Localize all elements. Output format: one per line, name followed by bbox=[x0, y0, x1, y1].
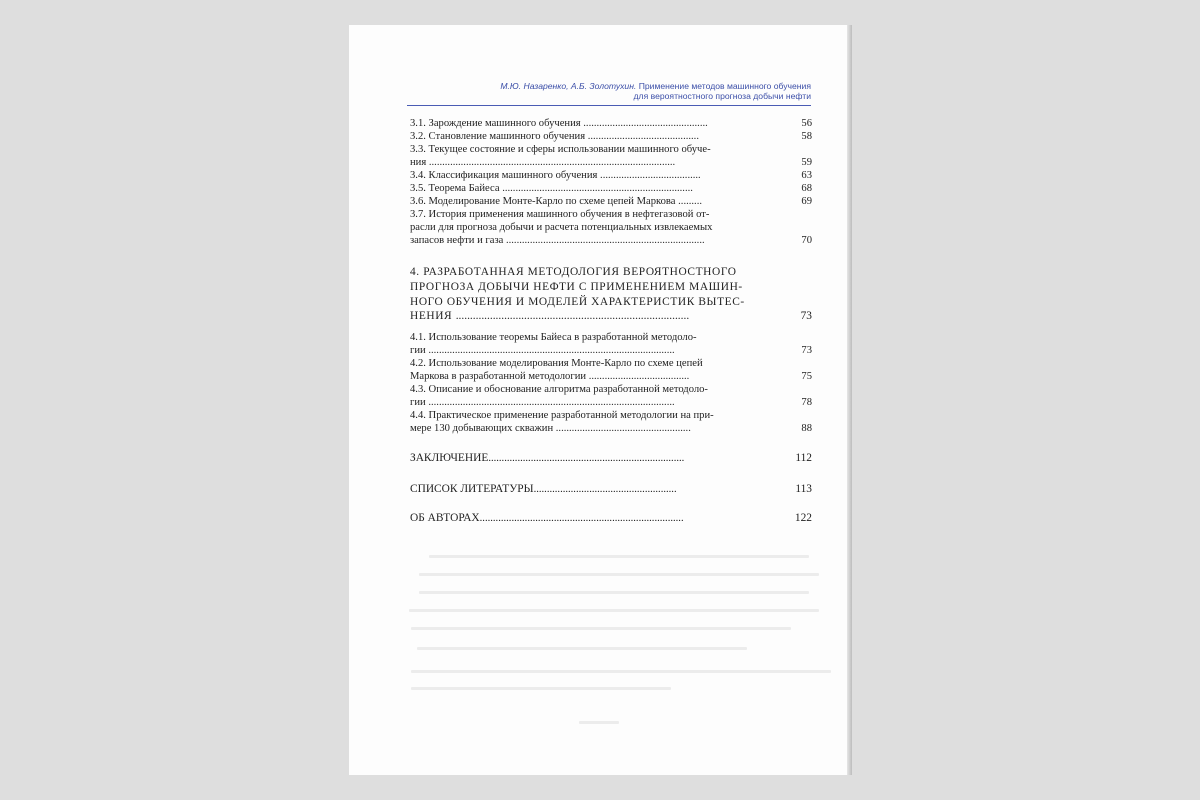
toc-entry-text: запасов нефти и газа bbox=[410, 235, 506, 246]
toc-page-number: 59 bbox=[801, 157, 812, 168]
toc-page-number: 78 bbox=[801, 397, 812, 408]
toc-entry-3-5 bbox=[410, 183, 812, 195]
toc-entry-text: 3.6. Моделирование Монте-Карло по схеме цепей Маркова bbox=[410, 196, 679, 207]
toc-entry-3-2 bbox=[410, 131, 812, 143]
toc-entry-4-3 bbox=[410, 384, 812, 396]
toc-leader: .................................................................................. bbox=[455, 310, 690, 322]
toc-entry-3-7-cont bbox=[410, 222, 812, 234]
toc-entry-text: НЕНИЯ bbox=[410, 310, 456, 322]
toc-page-number: 68 bbox=[801, 183, 812, 194]
toc-entry-text: 3.4. Классификация машинного обучения bbox=[410, 170, 601, 181]
toc-leader: ........................................................................ bbox=[502, 183, 693, 194]
toc-entry-text: СПИСОК ЛИТЕРАТУРЫ bbox=[410, 483, 534, 495]
toc-entry-text: ЗАКЛЮЧЕНИЕ bbox=[410, 452, 489, 464]
header-title-line2: для вероятностного прогноза добычи нефти bbox=[633, 91, 811, 101]
toc-page-number: 56 bbox=[801, 118, 812, 129]
toc-entry-text: 4.2. Использование моделирования Монте-Карло по схеме цепей bbox=[410, 358, 703, 369]
toc-entry-text: 3.3. Текущее состояние и сферы использовании машинного обуче- bbox=[410, 144, 711, 155]
page-edge bbox=[847, 25, 852, 775]
toc-entry-text: 3.7. История применения машинного обучения в нефтегазовой от- bbox=[410, 209, 710, 220]
toc-entry-3-7 bbox=[410, 209, 812, 221]
chapter-4-heading-line4 bbox=[410, 309, 812, 324]
toc-entry-text: 4.3. Описание и обоснование алгоритма разработанной методоло- bbox=[410, 384, 708, 395]
toc-leader: ............................................................................. bbox=[479, 513, 684, 524]
toc-page-number: 73 bbox=[800, 310, 812, 322]
toc-entry-4-1-cont bbox=[410, 345, 812, 357]
toc-leader: ............................................... bbox=[583, 118, 708, 129]
toc-leader: ................................................... bbox=[555, 423, 691, 434]
header-rule bbox=[407, 105, 811, 106]
chapter-4-heading-line2: ПРОГНОЗА ДОБЫЧИ НЕФТИ С ПРИМЕНЕНИЕМ МАШИН- bbox=[410, 281, 743, 293]
toc-page-number: 112 bbox=[795, 452, 812, 464]
toc-entry-references bbox=[410, 483, 812, 496]
toc-page-number: 70 bbox=[801, 235, 812, 246]
toc-entry-text: ния bbox=[410, 157, 429, 168]
header-authors: М.Ю. Назаренко, А.Б. Золотухин. bbox=[500, 81, 637, 91]
toc-entry-3-6 bbox=[410, 196, 812, 208]
toc-entry-text: 3.1. Зарождение машинного обучения bbox=[410, 118, 584, 129]
toc-page-number: 69 bbox=[801, 196, 812, 207]
toc-leader: ...................................... bbox=[588, 371, 690, 382]
toc-leader: ............................................................................................. bbox=[428, 345, 675, 356]
toc-page-number: 75 bbox=[801, 371, 812, 382]
toc-entry-3-3 bbox=[410, 144, 812, 156]
toc-leader: ............................................................................................. bbox=[428, 157, 676, 168]
toc-leader: ...................................................... bbox=[533, 484, 677, 495]
toc-entry-4-1 bbox=[410, 332, 812, 344]
toc-entry-text: 3.2. Становление машинного обучения bbox=[410, 131, 588, 142]
toc-page-number: 58 bbox=[801, 131, 812, 142]
toc-leader: .......................................................................... bbox=[488, 453, 685, 464]
toc-leader: ...................................... bbox=[600, 170, 701, 181]
toc-page-number: 88 bbox=[801, 423, 812, 434]
toc-entry-4-4-cont bbox=[410, 423, 812, 435]
toc-leader: .......................................... bbox=[587, 131, 699, 142]
toc-entry-text: мере 130 добывающих скважин bbox=[410, 423, 556, 434]
book-page bbox=[349, 25, 851, 775]
toc-entry-4-4 bbox=[410, 410, 812, 422]
toc-page-number: 113 bbox=[795, 483, 812, 495]
toc-page-number: 73 bbox=[801, 345, 812, 356]
toc-entry-4-2 bbox=[410, 358, 812, 370]
toc-entry-4-2-cont bbox=[410, 371, 812, 383]
toc-entry-4-3-cont bbox=[410, 397, 812, 409]
chapter-4-heading-line3: НОГО ОБУЧЕНИЯ И МОДЕЛЕЙ ХАРАКТЕРИСТИК ВЫТЕС- bbox=[410, 296, 745, 308]
toc-entry-3-4 bbox=[410, 170, 812, 182]
toc-entry-text: гии bbox=[410, 345, 429, 356]
toc-entry-text: гии bbox=[410, 397, 429, 408]
chapter-4-heading-line1: 4. РАЗРАБОТАННАЯ МЕТОДОЛОГИЯ ВЕРОЯТНОСТНОГО bbox=[410, 266, 737, 278]
toc-leader: ........................................................................... bbox=[505, 235, 705, 246]
running-header bbox=[419, 81, 811, 101]
toc-page-number: 122 bbox=[794, 512, 812, 524]
toc-entry-3-7-cont2 bbox=[410, 235, 812, 247]
toc-leader: ......... bbox=[678, 196, 702, 207]
toc-entry-text: Маркова в разработанной методологии bbox=[410, 371, 589, 382]
toc-entry-text: расли для прогноза добычи и расчета потенциальных извлекаемых bbox=[410, 222, 713, 233]
toc-leader: ............................................................................................. bbox=[428, 397, 675, 408]
toc-entry-text: 4.4. Практическое применение разработанной методологии на при- bbox=[410, 410, 714, 421]
toc-entry-text: 3.5. Теорема Байеса bbox=[410, 183, 503, 194]
toc-page-number: 63 bbox=[801, 170, 812, 181]
toc-entry-text: 4.1. Использование теоремы Байеса в разработанной методоло- bbox=[410, 332, 697, 343]
toc-entry-conclusion bbox=[410, 452, 812, 465]
header-title-line1: Применение методов машинного обучения bbox=[636, 81, 811, 91]
toc-entry-text: ОБ АВТОРАХ bbox=[410, 512, 480, 524]
toc-entry-about-authors bbox=[410, 512, 812, 525]
toc-entry-3-3-cont bbox=[410, 157, 812, 169]
toc-entry-3-1 bbox=[410, 118, 812, 130]
